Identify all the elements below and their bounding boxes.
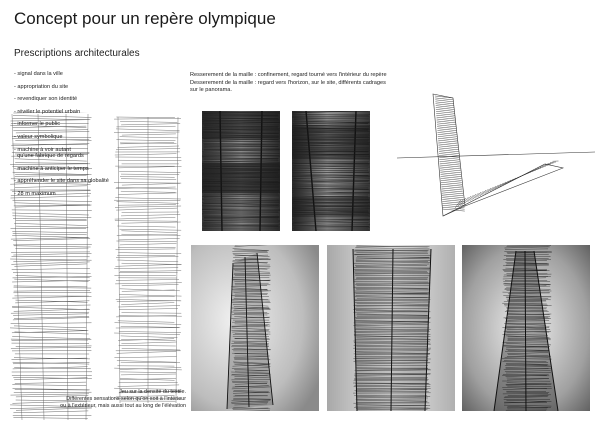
list-item: - valeur symbolique <box>14 133 63 140</box>
photo-mesh-closeup-2 <box>292 111 370 231</box>
page-title: Concept pour un repère olympique <box>14 9 276 28</box>
mesh-sketch-right <box>112 115 184 405</box>
list-item: - informer le public <box>14 121 61 128</box>
list-item: - appropriation du site <box>14 83 69 90</box>
list-item: - révéler le potentiel urbain <box>14 108 81 115</box>
photo-mesh-closeup-1 <box>202 111 280 231</box>
photo-tower-model-2 <box>327 245 455 411</box>
list-item: - revendiquer son identité <box>14 96 78 103</box>
mesh-density-caption: Resserement de la maille : confinement, regard tourné vers l'intérieur du repère Desserement de la maille : regard vers l'horizon, sur le site, différents cadrages sur le panorama. <box>190 72 387 94</box>
section-subtitle: Prescriptions architecturales <box>14 48 140 59</box>
photo-tower-model-1 <box>191 245 319 411</box>
requirements-list <box>14 71 109 198</box>
list-item: - signal dans la ville <box>14 71 63 77</box>
list-item: - machine à voir autant qu'une fabrique de regards <box>14 146 84 160</box>
list-item: - 28 m maximum <box>14 190 56 197</box>
list-item: - appréhender le site dans sa globalité <box>14 178 109 185</box>
textile-density-caption: Jeu sur la densité du textile. Différentes sensations selon qu'on soit à l'intérieur ou à l'extérieur, mais aussi tout au long de l'élévation <box>60 389 186 409</box>
tower-perspective-sketch <box>395 88 595 228</box>
list-item: - machine à anticiper le temps <box>14 165 89 172</box>
photo-tower-model-3 <box>462 245 590 411</box>
